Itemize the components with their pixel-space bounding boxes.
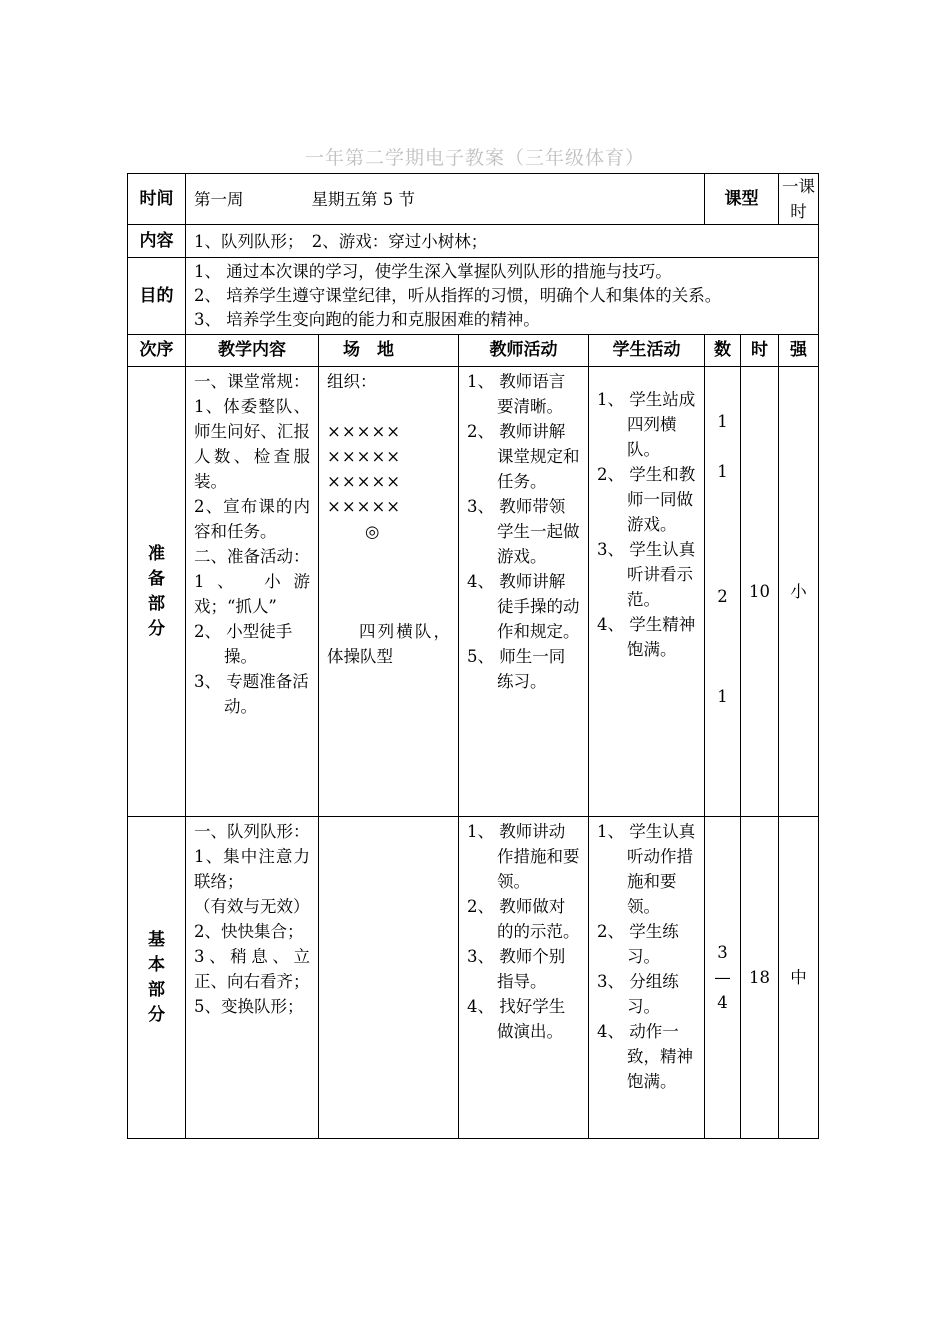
formation-row: ××××× — [327, 422, 402, 441]
content-value: 1、队列队形； 2、游戏：穿过小树林； — [186, 225, 819, 258]
time-label: 时间 — [128, 174, 186, 225]
count-value: 2 — [717, 587, 728, 606]
teaching-item: 一、课堂常规： — [194, 372, 310, 391]
count-value: 1 — [717, 412, 728, 431]
teacher-item: 2、 教师讲解课堂规定和任务。 — [467, 422, 580, 491]
venue-line: 组织： — [327, 372, 377, 391]
student-activity — [589, 367, 705, 817]
section-name: 准 备 部 分 — [128, 367, 186, 817]
teaching-item: （有效与无效） — [194, 897, 310, 916]
time-day: 星期五第 5 节 — [311, 189, 415, 209]
intensity-value: 中 — [779, 817, 819, 1139]
purpose-item: 2、 培养学生遵守课堂纪律，听从指挥的习惯，明确个人和集体的关系。 — [194, 286, 722, 305]
teacher-position-icon: ◎ — [365, 522, 380, 541]
header-teaching: 教学内容 — [186, 335, 319, 367]
count-value: — — [714, 968, 731, 987]
section-name: 基 本 部 分 — [128, 817, 186, 1139]
page-title: 一年第二学期电子教案（三年级体育） — [304, 147, 645, 169]
header-teacher: 教师活动 — [459, 335, 589, 367]
student-item: 2、 学生和教师一同做游戏。 — [597, 465, 696, 534]
teaching-item: 3、稍息、立正、向右看齐； — [194, 947, 310, 991]
section-prep — [128, 367, 819, 817]
venue-line: 四列横队，体操队型 — [327, 622, 450, 666]
content-label: 内容 — [128, 225, 186, 258]
teacher-item: 5、 师生一同练习。 — [467, 647, 566, 691]
teaching-item: 3、 专题准备活动。 — [194, 672, 309, 716]
count-value: 3 — [717, 943, 728, 962]
teaching-item: 5、变换队形； — [194, 997, 304, 1016]
student-item: 1、 学生认真听动作措施和要领。 — [597, 822, 696, 916]
purpose-item: 1、 通过本次课的学习，使学生深入掌握队列队形的措施与技巧。 — [194, 262, 672, 281]
count-value: 1 — [717, 462, 728, 481]
student-activity — [589, 817, 705, 1139]
teacher-item: 3、 教师个别指导。 — [467, 947, 566, 991]
lesson-type-value: 一课时 — [779, 174, 819, 225]
teacher-item: 1、 教师讲动作措施和要领。 — [467, 822, 580, 891]
teaching-item: 2、快快集合； — [194, 922, 304, 941]
count-value: 1 — [717, 687, 728, 706]
teacher-item: 3、 教师带领学生一起做游戏。 — [467, 497, 580, 566]
time-value-cell: 10 — [741, 367, 779, 817]
formation-row: ××××× — [327, 497, 402, 516]
student-item: 3、 分组练习。 — [597, 972, 679, 1016]
student-item: 4、 学生精神饱满。 — [597, 615, 696, 659]
teaching-item: 2、 小型徒手操。 — [194, 622, 293, 666]
teacher-item: 4、 找好学生做演出。 — [467, 997, 566, 1041]
teacher-item: 2、 教师做对的的示范。 — [467, 897, 580, 941]
header-time: 时 — [741, 335, 779, 367]
content-row — [128, 225, 819, 258]
purpose-list — [186, 258, 819, 335]
time-value — [186, 174, 705, 225]
teacher-activity — [459, 817, 589, 1139]
time-week: 第一周 — [194, 189, 244, 209]
student-item: 4、 动作一致，精神饱满。 — [597, 1022, 693, 1091]
teacher-item: 4、 教师讲解徒手操的动作和规定。 — [467, 572, 580, 641]
time-row — [128, 174, 819, 225]
time-value-cell: 18 — [741, 817, 779, 1139]
teaching-item: 1、 小游戏；“抓人” — [194, 572, 310, 616]
teaching-item: 一、队列队形： — [194, 822, 310, 841]
intensity-value: 小 — [779, 367, 819, 817]
venue-spacer — [327, 394, 450, 419]
teaching-item: 二、准备活动： — [194, 547, 310, 566]
venue-content — [319, 817, 459, 1139]
header-order: 次序 — [128, 335, 186, 367]
header-row — [128, 335, 819, 367]
student-item: 1、 学生站成四列横队。 — [597, 390, 696, 459]
teacher-activity — [459, 367, 589, 817]
student-item: 3、 学生认真听讲看示范。 — [597, 540, 696, 609]
teaching-content — [186, 367, 319, 817]
header-student: 学生活动 — [589, 335, 705, 367]
count-cell — [705, 367, 741, 817]
formation-row: ××××× — [327, 447, 402, 466]
teacher-item: 1、 教师语言要清晰。 — [467, 372, 566, 416]
venue-spacer — [327, 544, 450, 619]
teaching-content — [186, 817, 319, 1139]
teaching-item: 1、体委整队、师生问好、汇报人数、检查服装。 — [194, 397, 310, 491]
section-main — [128, 817, 819, 1139]
teaching-item: 1、集中注意力联络； — [194, 847, 310, 891]
purpose-row — [128, 258, 819, 335]
header-venue: 场 地 — [319, 335, 459, 367]
venue-content — [319, 367, 459, 817]
count-value: 4 — [717, 993, 728, 1012]
teaching-item: 2、宣布课的内容和任务。 — [194, 497, 310, 541]
header-count: 数 — [705, 335, 741, 367]
student-item: 2、 学生练习。 — [597, 922, 679, 966]
lesson-plan-table — [127, 173, 819, 1139]
purpose-label: 目的 — [128, 258, 186, 335]
purpose-item: 3、 培养学生变向跑的能力和克服困难的精神。 — [194, 310, 540, 329]
lesson-type-label: 课型 — [705, 174, 779, 225]
count-cell — [705, 817, 741, 1139]
formation-row: ××××× — [327, 472, 402, 491]
header-intensity: 强 — [779, 335, 819, 367]
